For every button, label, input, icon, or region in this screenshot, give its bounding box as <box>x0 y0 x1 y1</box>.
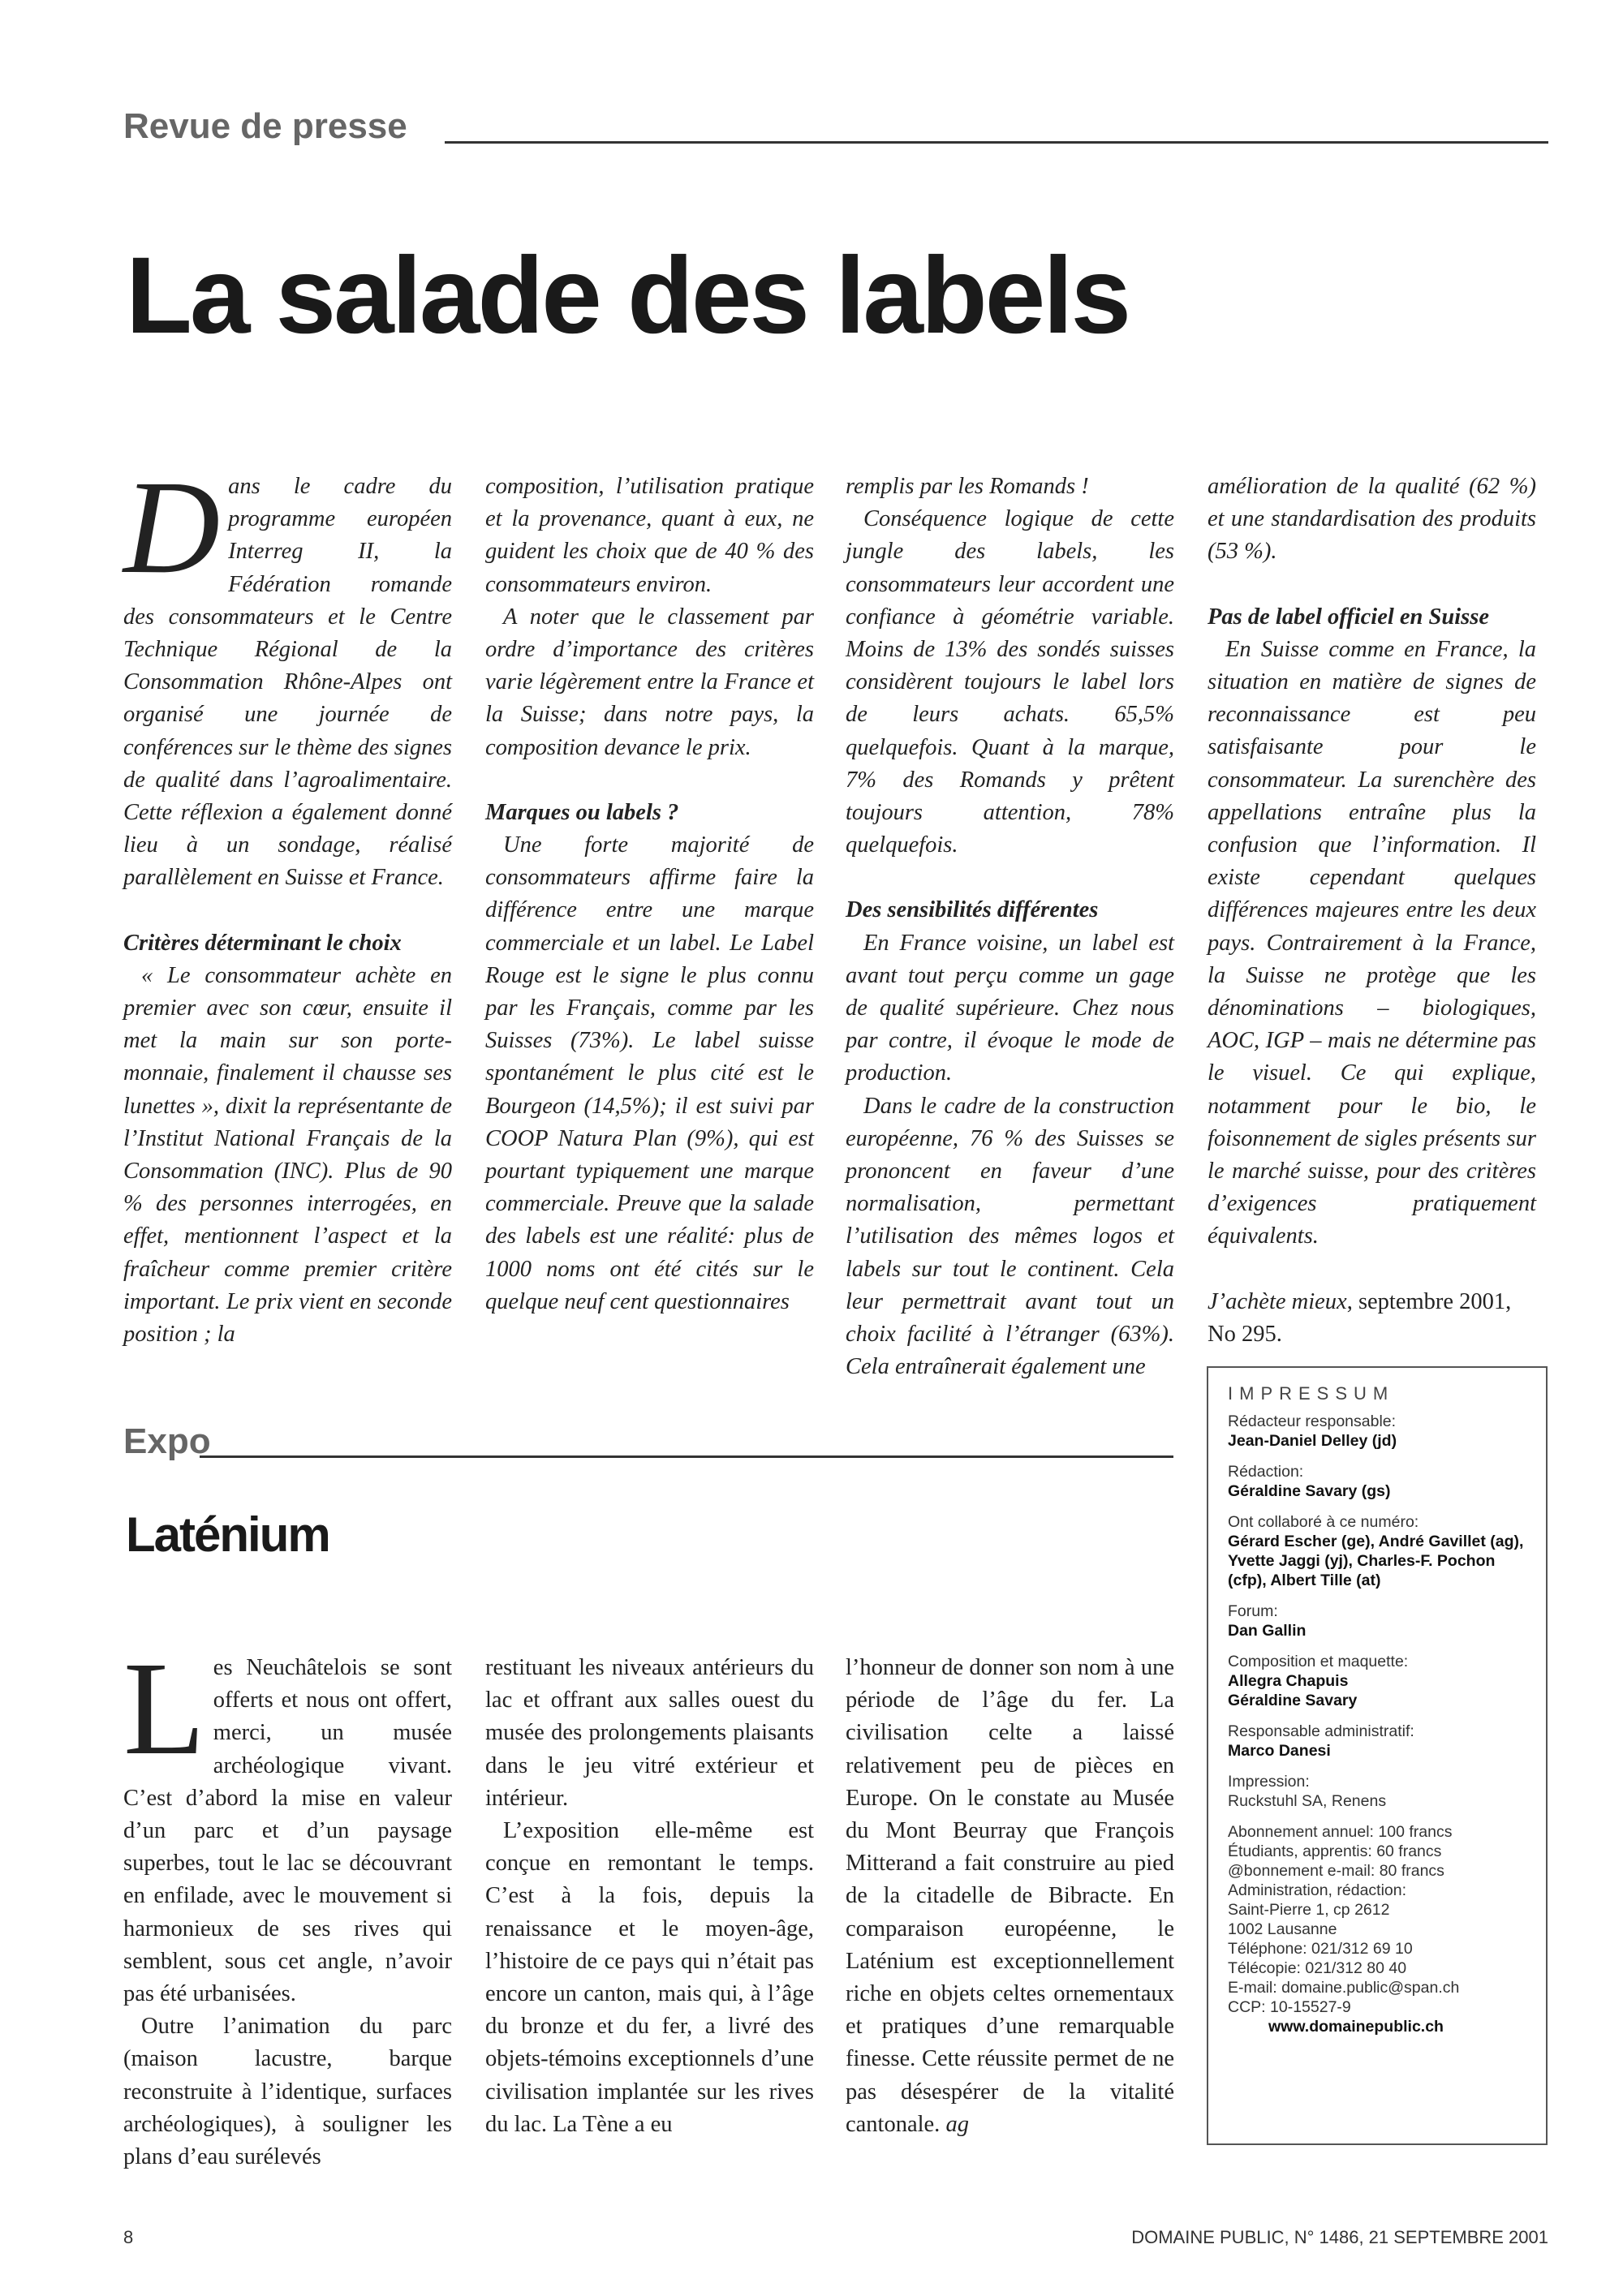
impressum-value: Dan Gallin <box>1228 1622 1307 1640</box>
impressum-line: Abonnement annuel: 100 francs <box>1228 1823 1453 1841</box>
impressum-line: Administration, rédaction: <box>1228 1881 1407 1899</box>
article-title: La salade des labels <box>126 235 1130 356</box>
paragraph: En France voisine, un label est avant tout perçu comme un gage de qualité supérieure. Chez nous par contre, il évoque le mode de production. <box>846 930 1174 1086</box>
impressum-value: Géraldine Savary <box>1228 1692 1358 1709</box>
impressum-label: Ont collaboré à ce numéro: <box>1228 1513 1419 1531</box>
paragraph: Outre l’animation du parc (maison lacustre, barque reconstruite à l’identique, surfaces archéologiques), à souligner les plans d’eau surélevés <box>123 2014 452 2170</box>
impressum-label: Rédaction: <box>1228 1463 1304 1481</box>
paragraph: L’exposition elle-même est conçue en remontant le temps. C’est à la fois, depuis la renaissance et le moyen-âge, l’histoire de ce pays qui n’était pas encore un canton, mais qui, à l’âge du bronze et du fer, a livré des objets-témoins exceptionnels d’une civilisation implantée sur les rives du lac. La Tène a eu <box>485 1818 814 2137</box>
impressum-label: Composition et maquette: <box>1228 1653 1409 1670</box>
article-column-4 <box>1208 471 1536 1351</box>
paragraph: composition, l’utilisation pratique et la provenance, quant à eux, ne guident les choix que de 40 % des consommateurs environ. <box>485 474 814 597</box>
paragraph: Conséquence logique de cette jungle des labels, les consommateurs leur accordent une confiance à géométrie variable. Moins de 13% des sondés suisses considèrent toujours le label lors de leurs achats. 65,5% quelquefois. Quant à la marque, 7% des Romands y prêtent toujours attention, 78% quelquefois. <box>846 506 1174 858</box>
section-rule <box>445 141 1548 144</box>
article-title-latenium: Laténium <box>126 1507 329 1562</box>
source-magazine: J’achète mieux <box>1208 1288 1347 1314</box>
impressum-line: 1002 Lausanne <box>1228 1920 1337 1938</box>
impressum-box <box>1207 1366 1548 2145</box>
source-citation <box>1208 1286 1536 1351</box>
article-column-1 <box>123 453 452 1351</box>
subheading: Marques ou labels ? <box>485 799 679 825</box>
impressum-value: Marco Danesi <box>1228 1742 1331 1760</box>
expo-column-1 <box>123 1634 452 2173</box>
section-rule <box>200 1455 1173 1458</box>
impressum-value: Jean-Daniel Delley (jd) <box>1228 1432 1397 1450</box>
impressum-value: Gérard Escher (ge), André Gavillet (ag), Yvette Jaggi (yj), Charles-F. Pochon (cfp), Albert Tille (at) <box>1228 1533 1524 1589</box>
source-details: , septembre 2001, No 295. <box>1208 1288 1512 1347</box>
impressum-value: Allegra Chapuis <box>1228 1672 1349 1690</box>
paragraph: Une forte majorité de consommateurs affirme faire la différence entre une marque commerciale et un label. Le Label Rouge est le signe le plus connu par les Français, comme par les Suisses (73%). Le label suisse spontanément le plus cité est le Bourgeon (14,5%); il est suivi par COOP Natura Plan (9%), qui est pourtant typiquement une marque commerciale. Preuve que la salade des labels est une réalité: plus de 1000 noms ont été cités sur le quelque neuf cent questionnaires <box>485 832 814 1314</box>
website-link[interactable]: www.domainepublic.ch <box>1268 2018 1444 2036</box>
article-column-3 <box>846 471 1174 1383</box>
paragraph: A noter que le classement par ordre d’importance des critères varie légèrement entre la France et la Suisse; dans notre pays, la composition devance le prix. <box>485 604 814 760</box>
paragraph-text: l’honneur de donner son nom à une période de l’âge du fer. La civilisation celte a laissé relativement peu de pièces en Europe. On le constate au Musée du Mont Beurray que François Mitterand a fait construire au pied de la citadelle de Bibracte. En comparaison européenne, le Laténium est exceptionnellement riche en objets celtes ornementaux et pratiques d’une remarquable finesse. Cette réussite permet de ne pas désespérer de la vitalité cantonale. <box>846 1655 1174 2137</box>
impressum-line: Télécopie: 021/312 80 40 <box>1228 1959 1407 1977</box>
impressum-value: Géraldine Savary (gs) <box>1228 1482 1391 1500</box>
paragraph: ans le cadre du programme européen Interreg II, la Fédération romande des consommateurs et le Centre Technique Régional de la Consommation Rhône-Alpes ont organisé une journée de conférences sur le thème des signes de qualité dans l’agroalimentaire. Cette réflexion a également donné lieu à un sondage, réalisé parallèlement en Suisse et France. <box>123 474 452 891</box>
subheading: Critères déterminant le choix <box>123 930 402 956</box>
paragraph: En Suisse comme en France, la situation en matière de signes de reconnaissance est peu satisfaisante pour le consommateur. La surenchère des appellations entraîne plus la confusion que l’information. Il existe cependant quelques différences majeures entre les deux pays. Contrairement à la France, la Suisse ne protège que les dénominations – biologiques, AOC, IGP – mais ne détermine pas le visuel. Ce qui explique, notamment pour le bio, le foisonnement de sigles présents sur le marché suisse, pour des critères d’exigences pratiquement équivalents. <box>1208 636 1536 1249</box>
subheading: Pas de label officiel en Suisse <box>1208 604 1489 630</box>
impressum-line: Téléphone: 021/312 69 10 <box>1228 1940 1413 1958</box>
article-column-2 <box>485 471 814 1318</box>
paragraph <box>846 1652 1174 2141</box>
impressum-line: E-mail: domaine.public@span.ch <box>1228 1979 1460 1997</box>
impressum-line: Étudiants, apprentis: 60 francs <box>1228 1842 1442 1860</box>
paragraph: Dans le cadre de la construction européenne, 76 % des Suisses se prononcent en faveur d’une normalisation, permettant l’utilisation des mêmes logos et labels sur tout le continent. Cela leur permettrait avant tout un choix facilité à l’étranger (63%). Cela entraînerait également une <box>846 1093 1174 1380</box>
paragraph: « Le consommateur achète en premier avec son cœur, ensuite il met la main sur son porte-monnaie, finalement il chausse ses lunettes », dixit la représentante de l’Institut National Français de la Consommation (INC). Plus de 90 % des personnes interrogées, en effet, mentionnent l’aspect et la fraîcheur comme premier critère important. Le prix vient en seconde position ; la <box>123 962 452 1348</box>
subheading: Des sensibilités différentes <box>846 897 1099 923</box>
paragraph: amélioration de la qualité (62 %) et une standardisation des produits (53 %). <box>1208 474 1536 565</box>
section-label-expo: Expo <box>123 1421 211 1461</box>
impressum-label: Responsable administratif: <box>1228 1722 1414 1740</box>
publication-info: DOMAINE PUBLIC, N° 1486, 21 SEPTEMBRE 2001 <box>1131 2227 1548 2247</box>
impressum-label: Rédacteur responsable: <box>1228 1412 1397 1430</box>
page-number: 8 <box>123 2227 134 2247</box>
impressum-line: CCP: 10-15527-9 <box>1228 1998 1351 2016</box>
impressum-label: Forum: <box>1228 1602 1278 1620</box>
drop-cap: D <box>123 453 221 601</box>
paragraph: restituant les niveaux antérieurs du lac et offrant aux salles ouest du musée des prolongements plaisants dans le jeu vitré extérieur et intérieur. <box>485 1655 814 1811</box>
impressum-label: Impression: <box>1228 1773 1310 1791</box>
paragraph: es Neuchâtelois se sont offerts et nous ont offert, merci, un musée archéologique vivant. C’est d’abord la mise en valeur d’un parc et d’un paysage superbes, tout le lac se découvrant en enfilade, avec le mouvement si harmonieux de ses rives qui semblent, sous cet angle, n’avoir pas été urbanisées. <box>123 1655 452 2007</box>
paragraph: remplis par les Romands ! <box>846 474 1089 499</box>
expo-column-2 <box>485 1652 814 2141</box>
impressum-line: @bonnement e-mail: 80 francs <box>1228 1862 1444 1880</box>
drop-cap: L <box>123 1634 205 1782</box>
impressum-title: IMPRESSUM <box>1228 1383 1395 1404</box>
expo-column-3 <box>846 1652 1174 2141</box>
section-label-revue-de-presse: Revue de presse <box>123 106 407 146</box>
impressum-value: Ruckstuhl SA, Renens <box>1228 1792 1387 1810</box>
author-signature: ag <box>945 2111 969 2137</box>
impressum-line: Saint-Pierre 1, cp 2612 <box>1228 1901 1390 1919</box>
